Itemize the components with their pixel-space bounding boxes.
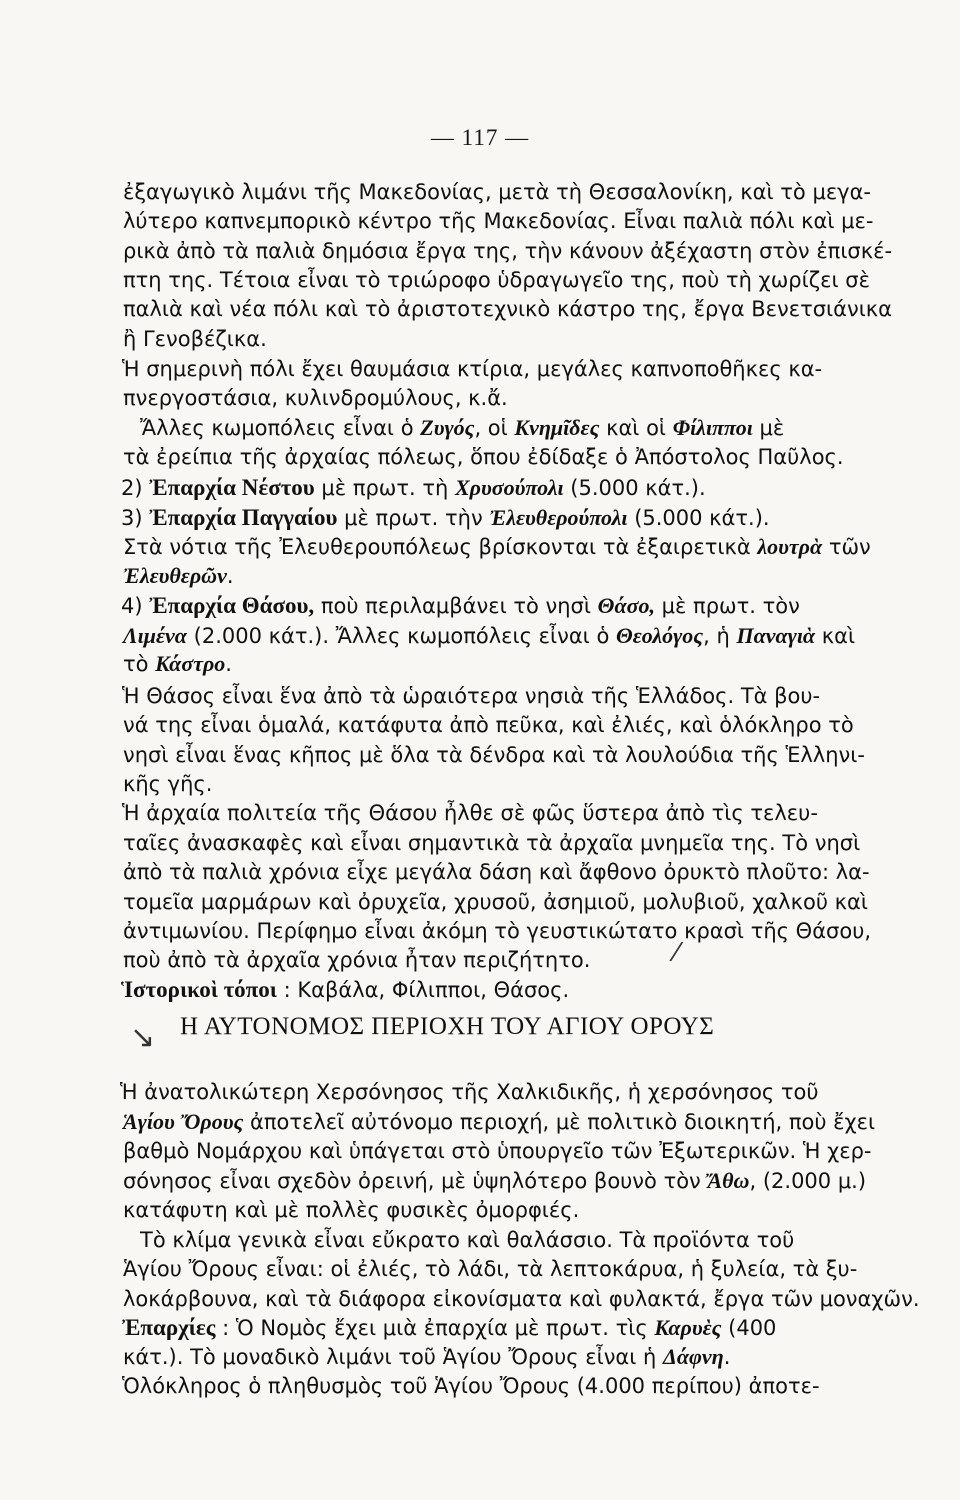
text-line-38 [123,1343,730,1371]
line-33-text: κατάφυτη καὶ μὲ πολλὲς φυσικὲς ὀμορφιές. [123,1198,580,1222]
line-22-text: Ἡ ἀρχαία πολιτεία τῆς Θάσου ἦλθε σὲ φῶς ὕστερα ἀπὸ τὶς τελευ- [122,801,818,825]
line-6-text: ἢ Γενοβέζικα. [123,327,267,351]
item-3-number: 3) [121,506,150,530]
line-9-text-1: Ἄλλες κωμοπόλεις εἶναι ὁ [140,416,421,440]
line-38-text-1: κάτ.). Τὸ μοναδικὸ λιμάνι τοῦ Ἁγίου Ὄρους εἶναι ἡ [123,1345,664,1369]
text-line-30 [123,1108,875,1136]
line-21-text: κῆς γῆς. [123,772,213,796]
pencil-check-icon: ↘ [130,1021,156,1054]
line-20-text: νησὶ εἶναι ἕνας κῆπος μὲ ὅλα τὰ δένδρα καὶ τὰ λουλούδια τῆς Ἑλληνι- [123,743,865,767]
text-line-26 [123,917,871,945]
place-chrysoupoli: Χρυσούπολι [455,475,564,500]
line-17-text-2: . [225,652,232,676]
place-agiou-orous: Ἁγίου Ὄρους [123,1109,244,1134]
text-line-6 [123,325,267,353]
text-line-25 [123,888,868,916]
line-26-text: ἀντιμωνίου. Περίφημο εἶναι ἀκόμη τὸ γευστικώτατο κρασὶ τῆς Θάσου, [123,919,872,943]
place-philippoi: Φίλιπποι [672,415,753,440]
text-line-24 [123,858,870,886]
text-line-22 [122,799,818,827]
line-31-text: βαθμὸ Νομάρχου καὶ ὑπάγεται στὸ ὑπουργεῖο τῶν Ἐξωτερικῶν. Ἡ χερ- [123,1139,872,1163]
place-eleftheroupoli: Ἐλευθερούπολι [489,505,628,530]
text-line-12 [121,504,770,532]
historic-sites-list: : Καβάλα, Φίλιπποι, Θάσος. [276,978,570,1002]
text-line-27 [123,946,590,974]
item-2-number: 2) [121,476,150,500]
text-line-10 [123,443,844,471]
line-19-text: νά της εἶναι ὁμαλά, κατάφυτα ἀπὸ πεῦκα, καὶ ἐλιές, καὶ ὁλόκληρο τὸ [123,713,854,737]
line-15-text-2: μὲ πρωτ. τὸν [654,594,800,618]
section-title: Η ΑΥΤΟΝΟΜΟΣ ΠΕΡΙΟΧΗ ΤΟΥ ΑΓΙΟΥ ΟΡΟΥΣ [180,1013,715,1040]
line-36-text: λοκάρβουνα, καὶ τὰ διάφορα εἰκονίσματα καὶ φυλακτά, ἔργα τῶν μοναχῶν. [123,1287,920,1311]
text-line-5 [123,295,892,323]
text-line-7 [122,355,822,383]
line-27-text: ποὺ ἀπὸ τὰ ἀρχαῖα χρόνια ἦταν περιζήτητο. [123,948,591,972]
line-2-text: λύτερο καπνεμπορικὸ κέντρο τῆς Μακεδονίας. Εἶναι παλιὰ πόλι καὶ με- [123,209,874,233]
place-dafni: Δάφνη [663,1344,724,1369]
line-4-text: πτη της. Τέτοια εἶναι τὸ τριώροφο ὑδραγωγεῖο της, ποὺ τὴ χωρίζει σὲ [123,268,870,292]
line-11-text-2: (5.000 κάτ.). [563,476,706,500]
place-loutra: λουτρὰ [757,534,823,559]
line-32-text-2: , (2.000 μ.) [749,1169,867,1193]
text-line-9 [140,414,784,442]
province-nestou: Ἐπαρχία Νέστου [149,475,315,500]
line-14-text: . [226,564,234,588]
line-32-text-1: σόνησος εἶναι σχεδὸν ὀρεινή, μὲ ὑψηλότερο βουνὸ τὸν [123,1169,708,1193]
place-knimides: Κνημῖδες [514,415,600,440]
text-line-34 [140,1226,794,1254]
line-24-text: ἀπὸ τὰ παλιὰ χρόνια εἶχε μεγάλα δάση καὶ ἄφθονο ὀρυκτὸ πλοῦτο: λα- [123,860,870,884]
place-karyes: Καρυὲς [654,1315,722,1340]
text-line-17 [123,650,232,678]
text-line-33 [123,1196,579,1224]
text-line-39 [122,1372,820,1400]
line-15-text-1: ποὺ περιλαμβάνει τὸ νησὶ [314,594,598,618]
line-1-text: ἐξαγωγικὸ λιμάνι τῆς Μακεδονίας, μετὰ τὴ Θεσσαλονίκη, καὶ τὸ μεγα- [123,180,872,204]
line-3-text: ρικὰ ἀπὸ τὰ παλιὰ δημόσια ἔργα της, τὴν κάνουν ἀξέχαστη στὸν ἐπισκέ- [123,239,893,263]
text-line-8 [123,384,508,412]
line-29-text: Ἡ ἀνατολικώτερη Χερσόνησος τῆς Χαλκιδικῆς, ἡ χερσόνησος τοῦ [120,1080,819,1104]
text-line-11 [121,474,706,502]
place-eleftheron: Ἐλευθερῶν [123,563,227,588]
line-12-text-1: μὲ πρωτ. τὴν [337,506,490,530]
provinces-heading: Ἐπαρχίες [122,1315,216,1340]
line-12-text-2: (5.000 κάτ.). [627,506,770,530]
item-4-number: 4) [121,594,150,618]
text-line-31 [123,1137,872,1165]
line-9-text-4: μὲ [752,416,785,440]
text-line-13 [123,533,871,561]
text-line-19 [123,711,854,739]
historic-sites-heading: Ἱστορικοὶ τόποι [121,977,277,1002]
place-theologos: Θεολόγος [615,623,704,648]
line-9-text-3: καὶ οἱ [599,416,673,440]
line-39-text: Ὁλόκληρος ὁ πληθυσμὸς τοῦ Ἁγίου Ὄρους (4.000 περίπου) ἀποτε- [122,1374,820,1398]
line-10-text: τὰ ἐρείπια τῆς ἀρχαίας πόλεως, ὅπου ἐδίδαξε ὁ Ἀπόστολος Παῦλος. [123,445,844,469]
line-5-text: παλιὰ καὶ νέα πόλι καὶ τὸ ἀριστοτεχνικὸ κάστρο της, ἔργα Βενετσιάνικα [123,297,893,321]
place-atho: Ἄθω [707,1168,750,1193]
text-line-14 [123,562,234,590]
line-37-text-1: : Ὁ Νομὸς ἔχει μιὰ ἐπαρχία μὲ πρωτ. τὶς [215,1316,655,1340]
line-16-text-1: (2.000 κάτ.). Ἄλλες κωμοπόλεις εἶναι ὁ [186,624,616,648]
place-thaso: Θάσο, [597,593,655,618]
text-line-28 [121,976,569,1004]
text-line-15 [121,592,800,620]
province-thasou: Ἐπαρχία Θάσου, [149,593,315,618]
line-25-text: τομεῖα μαρμάρων καὶ ὀρυχεῖα, χρυσοῦ, ἀσημιοῦ, μολυβιοῦ, χαλκοῦ καὶ [123,890,868,914]
line-13-text-2: τῶν [822,535,871,559]
line-9-text-2: , οἱ [474,416,515,440]
text-line-4 [123,266,870,294]
text-line-3 [123,237,892,265]
text-line-37 [122,1314,776,1342]
line-18-text: Ἡ Θάσος εἶναι ἕνα ἀπὸ τὰ ὡραιότερα νησιὰ τῆς Ἑλλάδος. Τὰ βου- [122,684,821,708]
text-line-16 [123,622,855,650]
line-8-text: πνεργοστάσια, κυλινδρομύλους, κ.ἄ. [123,386,508,410]
line-35-text: Ἁγίου Ὄρους εἶναι: οἱ ἐλιές, τὸ λάδι, τὰ λεπτοκάρυα, ἡ ξυλεία, τὰ ξυ- [123,1257,858,1281]
text-line-29 [120,1078,819,1106]
text-line-32 [123,1167,866,1195]
province-paggaiou: Ἐπαρχία Παγγαίου [149,505,338,530]
place-kastro: Κάστρο [155,651,226,676]
text-line-23 [123,829,860,857]
text-line-36 [123,1285,920,1313]
line-30-text: ἀποτελεῖ αὐτόνομο περιοχή, μὲ πολιτικὸ διοικητή, ποὺ ἔχει [243,1110,876,1134]
text-line-21 [123,770,212,798]
line-7-text: Ἡ σημερινὴ πόλι ἔχει θαυμάσια κτίρια, μεγάλες καπνοποθῆκες κα- [122,357,823,381]
line-16-text-3: καὶ [815,624,856,648]
text-line-2 [123,207,873,235]
line-34-text: Τὸ κλίμα γενικὰ εἶναι εὔκρατο καὶ θαλάσσιο. Τὰ προϊόντα τοῦ [140,1228,795,1252]
text-line-1 [123,178,871,206]
text-line-35 [123,1255,857,1283]
text-line-18 [122,682,820,710]
line-16-text-2: , ἡ [703,624,737,648]
place-panagia: Παναγιὰ [736,623,816,648]
place-limenas: Λιμένα [123,623,187,648]
line-11-text-1: μὲ πρωτ. τὴ [314,476,455,500]
page-number: — 117 — [430,125,530,150]
line-17-text-1: τὸ [123,652,156,676]
line-13-text-1: Στὰ νότια τῆς Ἐλευθερουπόλεως βρίσκονται τὰ ἐξαιρετικὰ [123,535,758,559]
pen-mark-icon: ⁄ [675,936,680,967]
place-zygos: Ζυγός [420,415,475,440]
line-38-text-2: . [723,1345,731,1369]
line-23-text: ταῖες ἀνασκαφὲς καὶ εἶναι σημαντικὰ τὰ ἀρχαῖα μνημεῖα της. Τὸ νησὶ [123,831,861,855]
line-37-text-2: (400 [721,1316,777,1340]
text-line-20 [123,741,865,769]
